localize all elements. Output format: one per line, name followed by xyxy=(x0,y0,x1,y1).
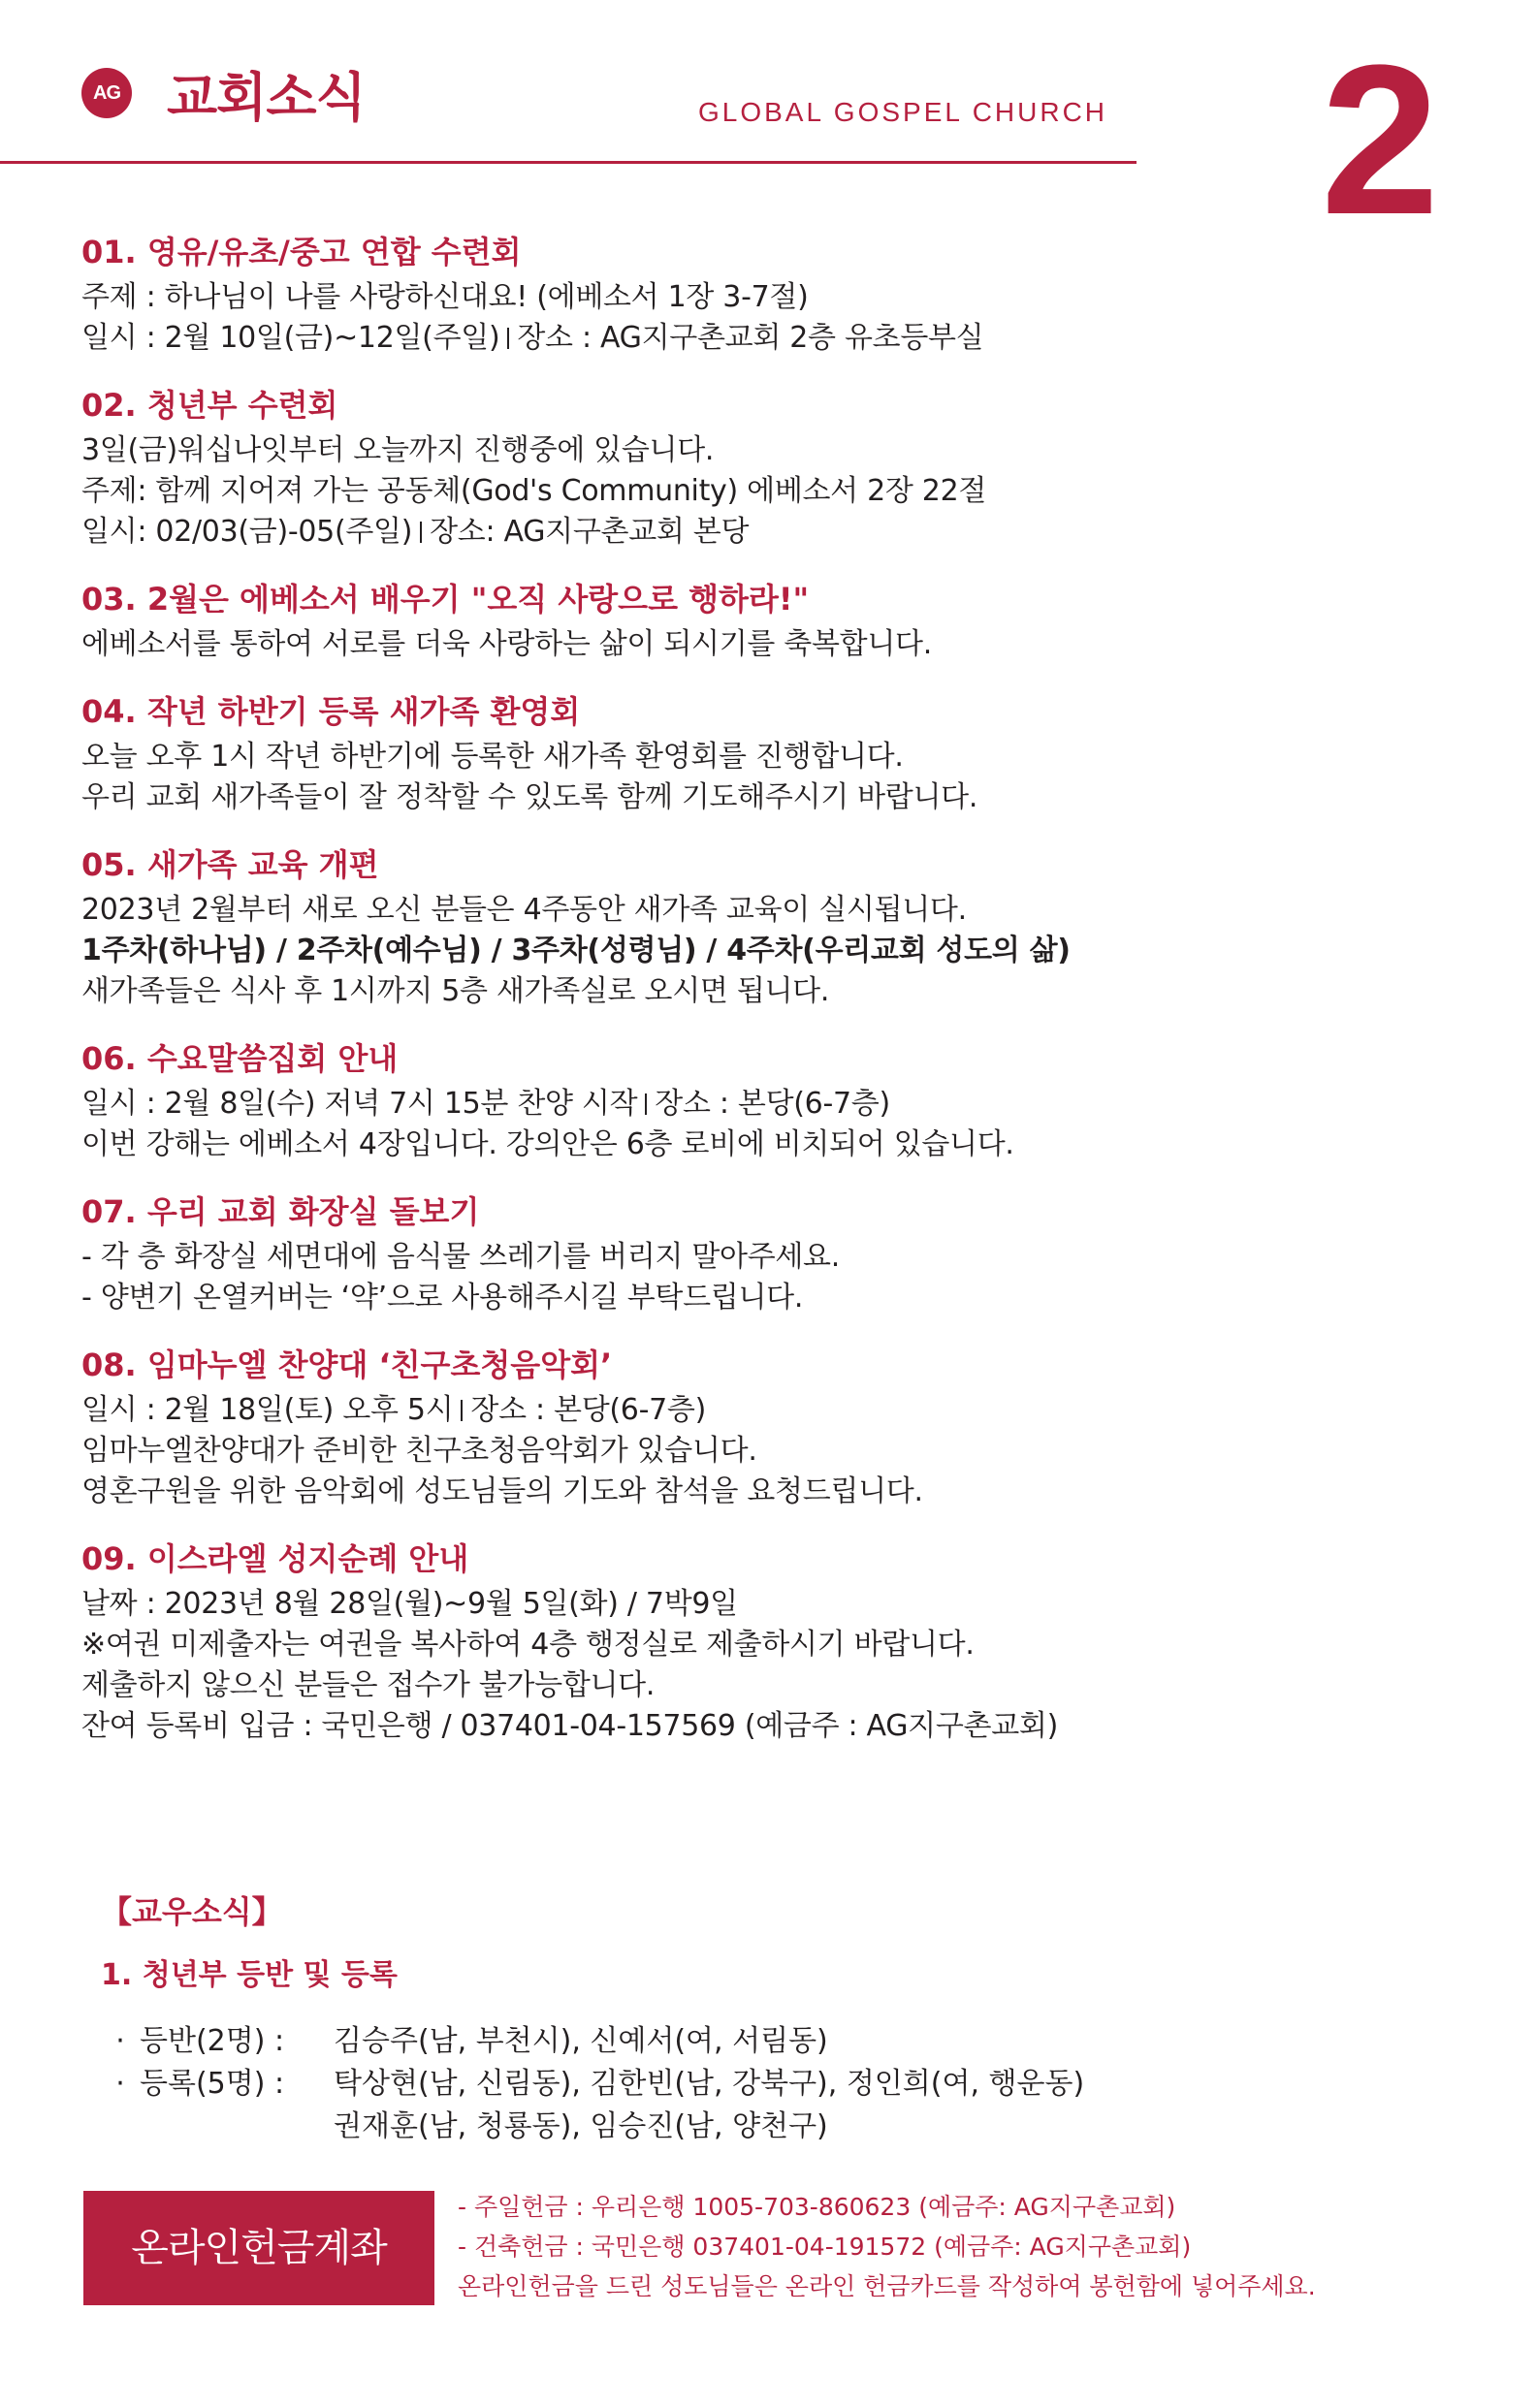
line-location-text: 장소: AG지구촌교회 본당 xyxy=(430,515,750,549)
section-line xyxy=(81,624,1478,665)
members-news-label: 등반(2명) : xyxy=(140,2024,285,2058)
members-news-subheading: 1. 청년부 등반 및 등록 xyxy=(101,1958,398,1992)
section-title: 04. 작년 하반기 등록 새가족 환영회 xyxy=(81,693,581,730)
line-text: ※여권 미제출자는 여권을 복사하여 4층 행정실로 제출하시기 바랍니다. xyxy=(81,1628,975,1662)
section-title: 05. 새가족 교육 개편 xyxy=(81,846,379,883)
section-title: 01. 영유/유초/중고 연합 수련회 xyxy=(81,234,522,270)
online-offering-label: 온라인헌금계좌 xyxy=(83,2191,434,2305)
members-news-label: 등록(5명) : xyxy=(140,2067,285,2101)
line-text: 1주차(하나님) / 2주차(예수님) / 3주차(성령님) / 4주차(우리교회 성도의 삶) xyxy=(81,934,1071,967)
section-line xyxy=(81,318,1478,359)
separator-bar xyxy=(420,522,422,543)
line-text: 주제 : 하나님이 나를 사랑하신대요! (에베소서 1장 3-7절) xyxy=(81,280,809,314)
section-line xyxy=(81,1665,1478,1706)
page-number: 2 xyxy=(1321,20,1440,259)
line-text: 일시: 02/03(금)-05(주일) xyxy=(81,515,413,549)
line-text: 제출하지 않으신 분들은 접수가 불가능합니다. xyxy=(81,1668,656,1702)
line-location-text: 장소 : AG지구촌교회 2층 유초등부실 xyxy=(517,321,984,355)
section-line xyxy=(81,1472,1478,1512)
section-title: 08. 임마누엘 찬양대 ‘친구초청음악회’ xyxy=(81,1347,613,1383)
section-line xyxy=(81,1431,1478,1472)
section-line xyxy=(81,1125,1478,1165)
news-section xyxy=(81,1190,1478,1318)
page-title: 교회소식 xyxy=(167,67,366,128)
line-text: - 각 층 화장실 세면대에 음식물 쓰레기를 버리지 말아주세요. xyxy=(81,1240,840,1274)
line-text: 날짜 : 2023년 8월 28일(월)~9월 5일(화) / 7박9일 xyxy=(81,1587,738,1621)
line-text: 에베소서를 통하여 서로를 더욱 사랑하는 삶이 되시기를 축복합니다. xyxy=(81,627,932,661)
news-section xyxy=(81,690,1478,818)
section-title: 03. 2월은 에베소서 배우기 "오직 사랑으로 행하라!" xyxy=(81,581,810,618)
line-text: 이번 강해는 에베소서 4장입니다. 강의안은 6층 로비에 비치되어 있습니다. xyxy=(81,1127,1014,1161)
section-title: 02. 청년부 수련회 xyxy=(81,387,338,424)
section-line xyxy=(81,277,1478,318)
section-line xyxy=(81,971,1478,1012)
members-news-bullet: · xyxy=(115,2067,125,2101)
section-line xyxy=(81,1278,1478,1318)
section-line xyxy=(81,471,1478,512)
separator-bar xyxy=(645,1093,647,1115)
section-line xyxy=(81,777,1478,818)
header-divider xyxy=(0,161,1137,164)
section-line xyxy=(81,430,1478,471)
line-location-text: 장소 : 본당(6-7층) xyxy=(470,1393,706,1427)
line-text: 일시 : 2월 8일(수) 저녁 7시 15분 찬양 시작 xyxy=(81,1087,638,1121)
members-news-names: 권재훈(남, 청룡동), 임승진(남, 양천구) xyxy=(334,2109,828,2143)
members-news-names: 김승주(남, 부천시), 신예서(여, 서림동) xyxy=(334,2024,828,2058)
members-news-bullet xyxy=(101,2106,140,2148)
separator-bar xyxy=(461,1400,463,1421)
members-news-row xyxy=(101,2063,1458,2106)
members-news-row xyxy=(101,2020,1458,2063)
members-news-heading: 【교우소식】 xyxy=(101,1893,283,1930)
members-news-bullet: · xyxy=(115,2024,125,2058)
section-line xyxy=(81,737,1478,777)
church-name: GLOBAL GOSPEL CHURCH xyxy=(698,97,1108,127)
line-text: 일시 : 2월 18일(토) 오후 5시 xyxy=(81,1393,454,1427)
line-text: 잔여 등록비 입금 : 국민은행 / 037401-04-157569 (예금주 : AG지구촌교회) xyxy=(81,1709,1058,1743)
line-text: 오늘 오후 1시 작년 하반기에 등록한 새가족 환영회를 진행합니다. xyxy=(81,740,904,774)
line-text: 우리 교회 새가족들이 잘 정착할 수 있도록 함께 기도해주시기 바랍니다. xyxy=(81,780,978,814)
line-location-text: 장소 : 본당(6-7층) xyxy=(655,1087,890,1121)
line-text: - 양변기 온열커버는 ‘약’으로 사용해주시길 부탁드립니다. xyxy=(81,1281,804,1315)
line-text: 임마누엘찬양대가 준비한 친구초청음악회가 있습니다. xyxy=(81,1434,757,1468)
section-line xyxy=(81,890,1478,931)
line-text: 주제: 함께 지어져 가는 공동체(God's Community) 에베소서 2장 22절 xyxy=(81,474,987,508)
news-section xyxy=(81,1037,1478,1165)
section-title: 09. 이스라엘 성지순례 안내 xyxy=(81,1540,469,1577)
section-line xyxy=(81,1625,1478,1665)
news-section xyxy=(81,1344,1478,1512)
section-line xyxy=(81,1084,1478,1125)
section-line xyxy=(81,1237,1478,1278)
news-section xyxy=(81,578,1478,665)
section-title: 07. 우리 교회 화장실 돌보기 xyxy=(81,1193,480,1230)
news-section xyxy=(81,231,1478,359)
members-news-names: 탁상현(남, 신림동), 김한빈(남, 강북구), 정인희(여, 행운동) xyxy=(334,2067,1085,2101)
line-text: 새가족들은 식사 후 1시까지 5층 새가족실로 오시면 됩니다. xyxy=(81,974,830,1008)
offering-line-building: - 건축헌금 : 국민은행 037401-04-191572 (예금주: AG지구촌교회) xyxy=(458,2233,1192,2261)
line-text: 3일(금)워십나잇부터 오늘까지 진행중에 있습니다. xyxy=(81,433,715,467)
line-text: 영혼구원을 위한 음악회에 성도님들의 기도와 참석을 요청드립니다. xyxy=(81,1474,923,1508)
section-line xyxy=(81,1706,1478,1747)
section-line xyxy=(81,512,1478,553)
news-section xyxy=(81,843,1478,1012)
news-sections xyxy=(81,231,1478,1772)
section-line xyxy=(81,931,1478,971)
members-news-row xyxy=(101,2106,1458,2148)
news-section xyxy=(81,1537,1478,1747)
members-news xyxy=(101,1890,1458,2148)
offering-accounts xyxy=(458,2187,1316,2306)
members-news-label xyxy=(140,2106,334,2148)
news-section xyxy=(81,384,1478,553)
church-logo: AG xyxy=(81,68,132,118)
section-line xyxy=(81,1390,1478,1431)
separator-bar xyxy=(507,328,509,349)
line-text: 일시 : 2월 10일(금)~12일(주일) xyxy=(81,321,500,355)
offering-line-sunday: - 주일헌금 : 우리은행 1005-703-860623 (예금주: AG지구촌교회) xyxy=(458,2193,1176,2221)
line-text: 2023년 2월부터 새로 오신 분들은 4주동안 새가족 교육이 실시됩니다. xyxy=(81,893,967,927)
offering-line-note: 온라인헌금을 드린 성도님들은 온라인 헌금카드를 작성하여 봉헌함에 넣어주세요. xyxy=(458,2272,1316,2300)
section-line xyxy=(81,1584,1478,1625)
section-title: 06. 수요말씀집회 안내 xyxy=(81,1040,399,1077)
